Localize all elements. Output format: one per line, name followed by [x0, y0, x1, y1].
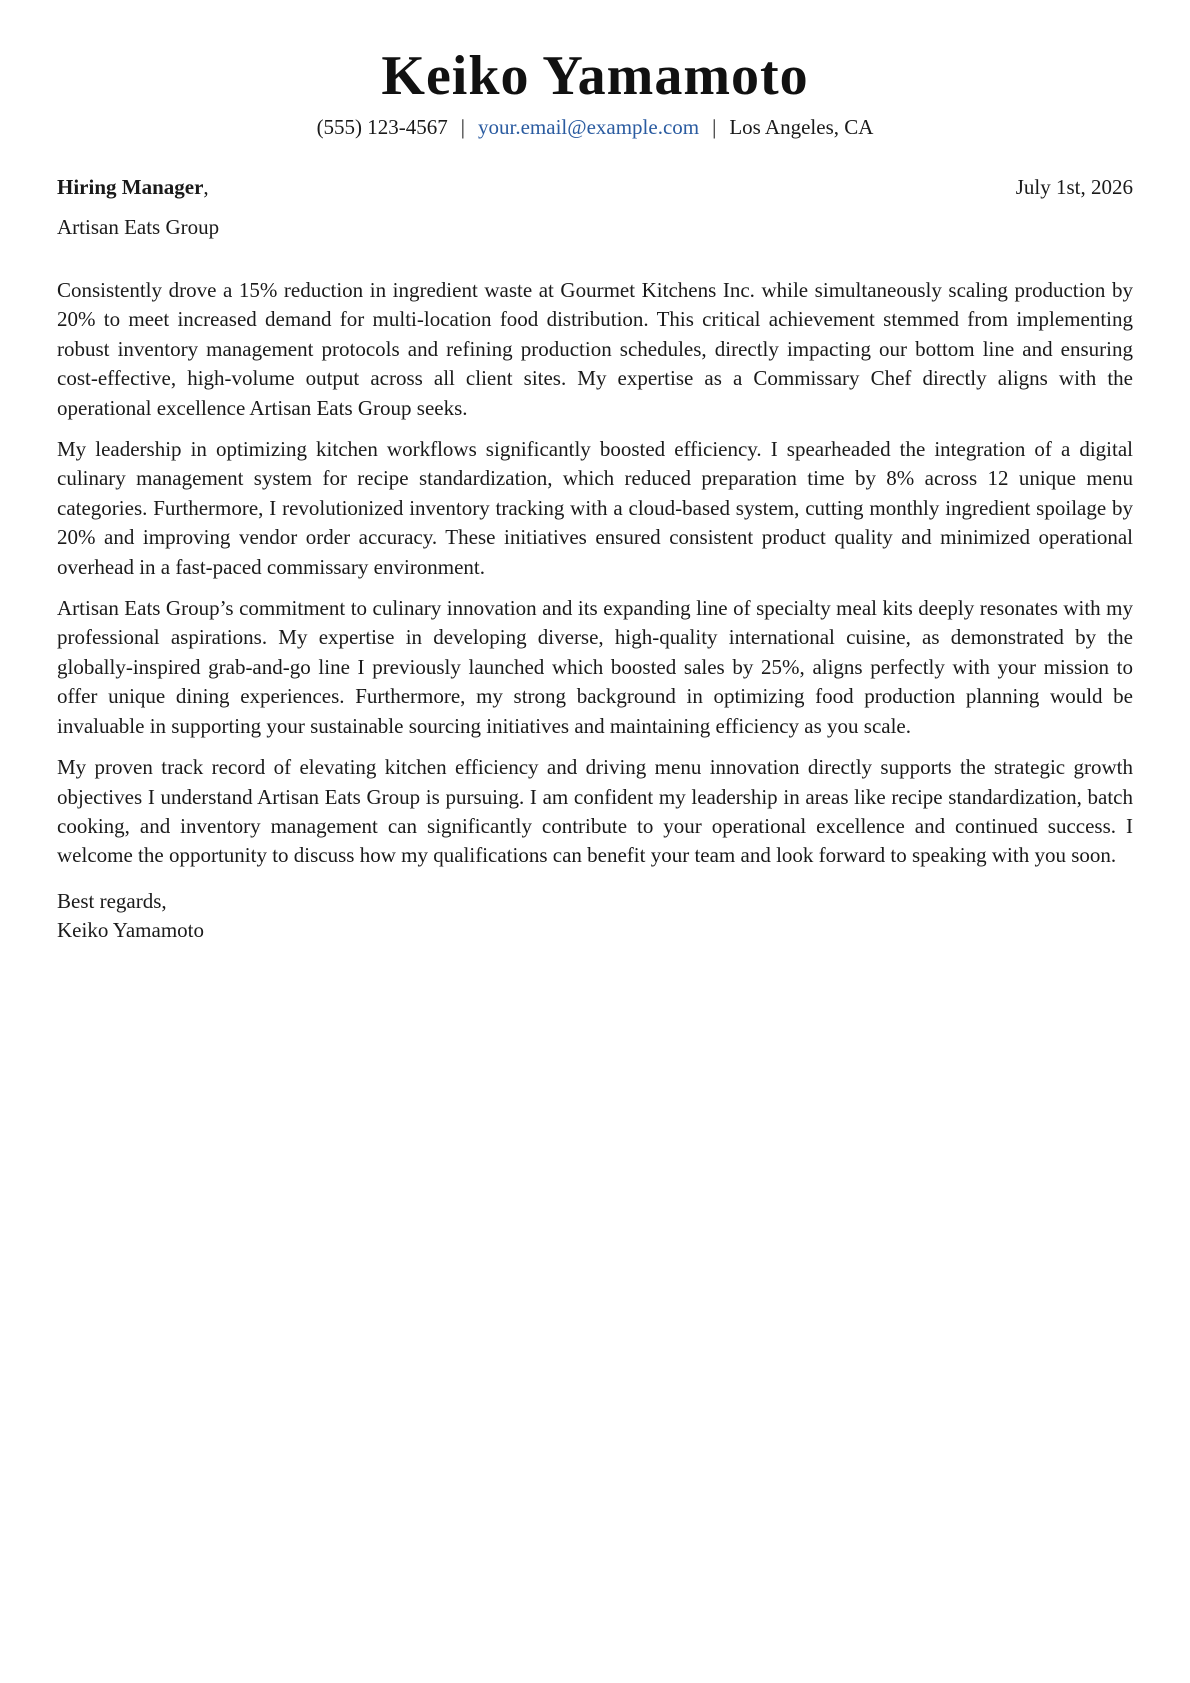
recipient-title-suffix: , — [203, 175, 209, 199]
contact-line — [57, 114, 1133, 140]
letter-date: July 1st, 2026 — [1015, 175, 1133, 199]
body-paragraph: Consistently drove a 15% reduction in ingredient waste at Gourmet Kitchens Inc. while simultaneously scaling production by 20% to meet increased demand for multi-location food distribution. This critical achievement stemmed from implementing robust inventory management protocols and refining production schedules, directly impacting our bottom line and ensuring cost-effective, high-volume output across all client sites. My expertise as a Commissary Chef directly aligns with the operational excellence Artisan Eats Group seeks. — [57, 278, 1133, 420]
contact-separator: | — [712, 115, 717, 139]
letter-closing — [57, 887, 1133, 946]
email-link[interactable]: your.email@example.com — [478, 115, 700, 139]
signature-name: Keiko Yamamoto — [57, 918, 204, 943]
recipient-date-row — [57, 174, 1133, 200]
closing-salutation: Best regards, — [57, 888, 167, 913]
body-paragraph: My leadership in optimizing kitchen workflows significantly boosted efficiency. I spearheaded the integration of a digital culinary management system for recipe standardization, which reduced preparation time by 8% across 12 unique menu categories. Furthermore, I revolutionized inventory tracking with a cloud-based system, cutting monthly ingredient spoilage by 20% and improving vendor order accuracy. These initiatives ensured consistent product quality and minimized operational overhead in a fast-paced commissary environment. — [57, 437, 1133, 579]
body-paragraph: Artisan Eats Group’s commitment to culinary innovation and its expanding line of specialty meal kits deeply resonates with my professional aspirations. My expertise in developing diverse, high-quality international cuisine, as demonstrated by the globally-inspired grab-and-go line I previously launched which boosted sales by 25%, aligns perfectly with your mission to offer unique dining experiences. Furthermore, my strong background in optimizing food production planning would be invaluable in supporting your sustainable sourcing initiatives and maintaining efficiency as you scale. — [57, 596, 1133, 738]
recipient-company: Artisan Eats Group — [57, 215, 220, 239]
contact-separator: | — [460, 115, 466, 139]
location: Los Angeles, CA — [729, 115, 874, 139]
body-paragraph: My proven track record of elevating kitchen efficiency and driving menu innovation directly supports the strategic growth objectives I understand Artisan Eats Group is pursuing. I am confident my leadership in areas like recipe standardization, batch cooking, and inventory management can significantly contribute to your operational excellence and continued success. I welcome the opportunity to discuss how my qualifications can benefit your team and look forward to speaking with you soon. — [57, 755, 1133, 868]
recipient-title: Hiring Manager — [57, 175, 204, 199]
letter-body — [57, 276, 1133, 871]
recipient-salutation — [57, 174, 209, 200]
phone-number: (555) 123-4567 — [316, 115, 448, 139]
applicant-name: Keiko Yamamoto — [381, 45, 809, 107]
